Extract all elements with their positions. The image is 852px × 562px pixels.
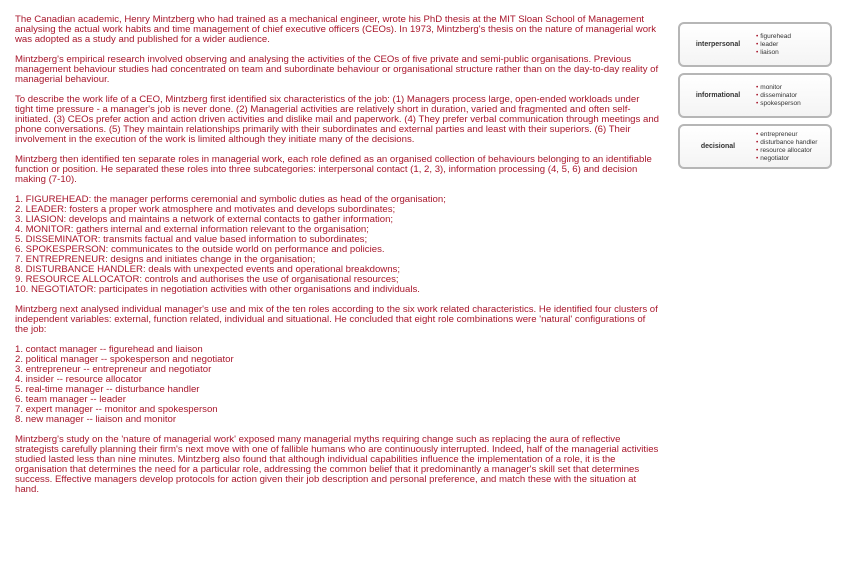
role-item: • leader [756, 41, 791, 49]
role-group-name: decisional [700, 143, 736, 150]
role-group-decisional [678, 124, 832, 169]
role-group-items [756, 84, 801, 108]
list-item: 6. SPOKESPERSON: communicates to the outside world on performance and policies. [15, 244, 385, 255]
conclusion-paragraph: Mintzberg's study on the 'nature of managerial work' exposed many managerial myths requiring change such as replacing the aura of reflective strategists carefully planning their firm's next move with one of fallible humans who are continuously interrupted. Indeed, half of the managerial activities studied lasted less than nine minutes. Mintzberg also found that although individual capabilities influence the implementation of a role, it is the organisation that determines the need for a particular role, addressing the common belief that it predominantly a manager's skill set that determines success. Effective managers develop protocols for action given their job description and personal preference, and match these with the situation at hand. [15, 434, 659, 495]
roles-intro-paragraph: Mintzberg then identified ten separate roles in managerial work, each role defined as an organised collection of behaviours belonging to an identifiable function or position. He separated these roles into three subcategories: interpersonal contact (1, 2, 3), information processing (4, 5, 6) and decision making (7-10). [15, 154, 652, 185]
list-item: 7. expert manager -- monitor and spokesperson [15, 404, 218, 415]
role-item: • monitor [756, 84, 801, 92]
list-item: 4. insider -- resource allocator [15, 374, 142, 385]
list-item: 3. LIASION: develops and maintains a network of external contacts to gather information; [15, 214, 394, 225]
article-body [15, 15, 660, 505]
list-item: 8. DISTURBANCE HANDLER: deals with unexpected events and operational breakdowns; [15, 264, 401, 275]
role-item: • liaison [756, 49, 791, 57]
role-item: • disturbance handler [756, 139, 817, 147]
list-item: 6. team manager -- leader [15, 394, 126, 405]
research-paragraph: Mintzberg's empirical research involved observing and analysing the activities of the CEOs of five private and semi-public organisations. Previous management behaviour studies had concentrated on team and subordinate behaviour or organisational structure rather than on the day-to-day reality of managerial behaviour. [15, 54, 659, 85]
role-item: • negotiator [756, 155, 817, 163]
role-group-name: interpersonal [695, 41, 741, 48]
role-item: • entrepreneur [756, 131, 817, 139]
list-item: 9. RESOURCE ALLOCATOR: controls and authorises the use of organisational resources; [15, 274, 399, 285]
role-item: • disseminator [756, 92, 801, 100]
list-item: 8. new manager -- liaison and monitor [15, 414, 177, 425]
role-group-items [756, 33, 791, 57]
list-item: 2. political manager -- spokesperson and negotiator [15, 354, 234, 365]
roles-list [15, 195, 660, 295]
list-item: 4. MONITOR: gathers internal and external information relevant to the organisation; [15, 224, 369, 235]
list-item: 5. real-time manager -- disturbance handler [15, 384, 200, 395]
roles-diagram [678, 22, 832, 175]
role-group-interpersonal [678, 22, 832, 67]
intro-paragraph: The Canadian academic, Henry Mintzberg who had trained as a mechanical engineer, wrote his PhD thesis at the MIT Sloan School of Management analysing the actual work habits and time management of chief executive officers (CEOs). In 1973, Mintzberg's thesis on the nature of managerial work was adopted as a study and published for a wider audience. [15, 14, 657, 45]
list-item: 10. NEGOTIATOR: participates in negotiation activities with other organisations and individuals. [15, 284, 420, 295]
list-item: 1. contact manager -- figurehead and liaison [15, 344, 203, 355]
role-item: • resource allocator [756, 147, 817, 155]
combinations-list [15, 345, 660, 425]
list-item: 2. LEADER: fosters a proper work atmosphere and motivates and develops subordinates; [15, 204, 396, 215]
role-item: • figurehead [756, 33, 791, 41]
role-group-items [756, 131, 817, 163]
role-group-informational [678, 73, 832, 118]
list-item: 7. ENTREPRENEUR: designs and initiates change in the organisation; [15, 254, 316, 265]
role-item: • spokesperson [756, 100, 801, 108]
role-group-name: informational [695, 92, 741, 99]
characteristics-paragraph: To describe the work life of a CEO, Mintzberg first identified six characteristics of the job: (1) Managers process large, open-ended workloads under tight time pressure - a manager's job is never done. (2) Managerial activities are relatively short in duration, varied and fragmented and often self-initiated. (3) CEOs prefer action and action driven activities and dislike mail and paperwork. (4) They prefer verbal communication through meetings and phone conversations. (5) They maintain relationships primarily with their subordinates and external parties and least with their superiors. (6) Their involvement in the execution of the work is limited although they initiate many of the decisions. [15, 94, 659, 145]
list-item: 5. DISSEMINATOR: transmits factual and value based information to subordinates; [15, 234, 368, 245]
list-item: 1. FIGUREHEAD: the manager performs ceremonial and symbolic duties as head of the organisation; [15, 194, 446, 205]
list-item: 3. entrepreneur -- entrepreneur and negotiator [15, 364, 212, 375]
combinations-intro-paragraph: Mintzberg next analysed individual manager's use and mix of the ten roles according to the six work related characteristics. He identified four clusters of independent variables: external, function related, individual and situational. He concluded that eight role combinations were 'natural' configurations of the job: [15, 304, 658, 335]
